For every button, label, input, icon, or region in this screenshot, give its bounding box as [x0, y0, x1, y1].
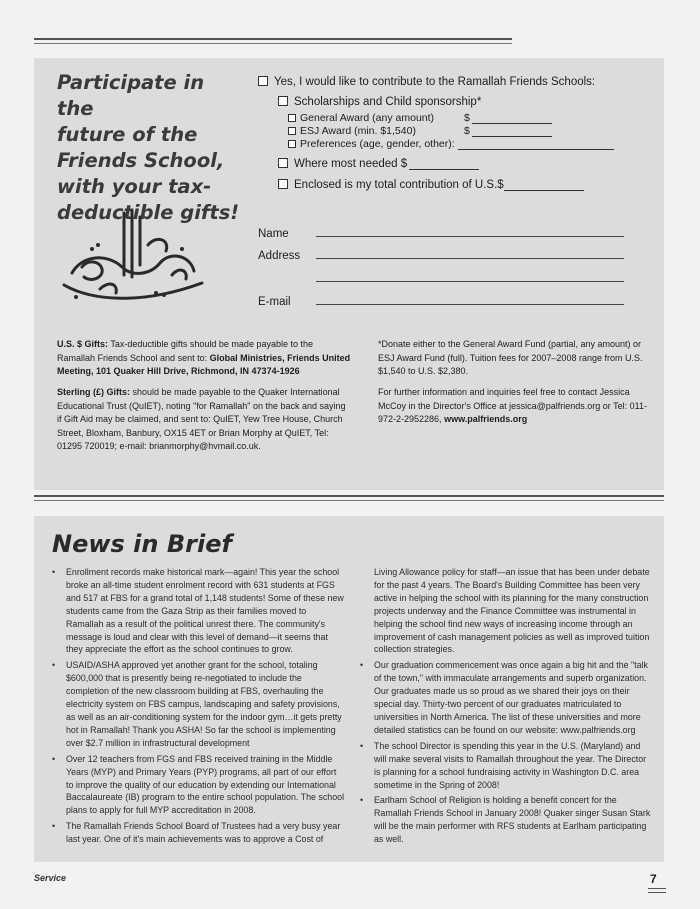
news-item: [52, 820, 346, 846]
yes-option[interactable]: [258, 76, 595, 88]
general-award-amount[interactable]: [464, 112, 552, 124]
sterling-gifts-lead: Sterling (£) Gifts:: [57, 387, 131, 397]
slogan-line: future of the: [57, 123, 198, 146]
slogan-line: Friends School,: [57, 149, 225, 172]
amount-blank[interactable]: [409, 169, 479, 170]
bullet-icon: •: [52, 821, 56, 832]
news-item: [52, 659, 346, 749]
bullet-icon: •: [52, 567, 56, 577]
top-rule: [34, 38, 512, 40]
currency-symbol: $: [464, 112, 470, 124]
bullet-icon: •: [360, 660, 364, 671]
donate-note: *Donate either to the General Award Fund (partial, any amount) or ESJ Award Fund (full). Tuition fees for 2007–2008 range from U.S. $1,540 to U.S. $2,380.: [378, 339, 643, 376]
name-field[interactable]: [316, 236, 624, 237]
us-gifts-text: Tax-deductible gifts should be made payable to the Ramallah Friends School and sent to:: [57, 339, 313, 363]
news-item: [360, 659, 652, 736]
news-item-text: USAID/ASHA approved yet another grant for the school, totaling $600,000 that is presently being re-negotiated to include the completion of the new classroom building at FBS, overhauling the electricity system on FBS campus, landscaping and safety provisions, as well as an air-conditioning system for the indoor gym…it gets pretty hot in Ramallah! Thank you ASHA! So far the school is implementing over $2.7 million in infrastructural development: [66, 660, 342, 748]
news-item: [360, 794, 652, 846]
enclosed-option[interactable]: [278, 179, 584, 191]
checkbox-icon[interactable]: [278, 158, 288, 168]
amount-blank[interactable]: [504, 190, 584, 191]
sterling-gifts-info: [57, 386, 351, 454]
address-field-line-2[interactable]: [316, 281, 624, 282]
news-item-text: Our graduation commencement was once again a big hit and the "talk of the town," with immaculate arrangements and superb organization. Our graduates made us so proud as we shared their joys on their special day. Thirty-two percent of our graduates matriculated to universities in North America. The list of these universities and more detailed statistics can be found on our website: www.palfriends.org: [374, 660, 648, 735]
news-title: News in Brief: [52, 530, 232, 558]
news-item-text: Over 12 teachers from FGS and FBS received training in the Middle Years (MYP) and Primary Years (PYP) programs, all part of our effort to improve the quality of our education by extending our International Baccalaureate (IB) program to the entire school population. The school plans to apply for full MYP accreditation in 2008.: [66, 753, 345, 816]
news-item-text: Living Allowance policy for staff—an issue that has been under debate for the past 4 years. The Board's Building Committee has been very active in helping the school with its planning for the many construction projects underway and the Finance Committee was instrumental in helping the school find new ways of increasing income through an improvement of cash management policies as well as improved tuition collection strategies.: [374, 567, 650, 655]
contact-info: [378, 386, 650, 427]
sterling-gifts-text: should be made payable to the Quaker International Educational Trust (QuIET), noting "for Ramallah" on the back and saying if Gift Aid may be claimed, and sent to: QuIET, Yew Tree House, Church Street, Bloxham, Banbury, OX15 4ET or Brian Morphy at QuIET, Tel: 01295 720019; e-mail: brianmorphy@hvmail.co.uk.: [57, 387, 346, 451]
address-label: Address: [258, 250, 301, 262]
news-left-column: [52, 566, 346, 849]
page-number: 7: [650, 872, 657, 886]
us-gifts-info: [57, 338, 351, 379]
esj-award-option[interactable]: [288, 125, 416, 137]
news-right-column: [360, 566, 652, 849]
section-rule: [34, 495, 664, 497]
slogan-line: with your tax-: [57, 175, 212, 198]
bullet-icon: •: [360, 740, 364, 751]
news-item-text: Enrollment records make historical mark—again! This year the school broke an all-time student enrolment record with 631 students at FGS and 517 at FBS for a grand total of 1,148 students! Some of these new students came from the Gaza Strip as their families moved to Ramallah as a result of the political unrest there. The community's message is loud and clear with this level of demand—it seems that they appreciate the effort as the school continues to grow.: [66, 567, 344, 655]
checkbox-icon[interactable]: [278, 96, 288, 106]
checkbox-icon[interactable]: [288, 127, 296, 135]
esj-award-amount[interactable]: [464, 125, 552, 137]
donation-slogan: [57, 70, 247, 226]
news-item-text: Earlham School of Religion is holding a benefit concert for the Ramallah Friends School in January 2008! Quaker singer Susan Stark will be the main performer with RFS students at Earlham participating as well.: [374, 795, 651, 845]
bullet-icon: •: [52, 660, 56, 671]
checkbox-icon[interactable]: [258, 76, 268, 86]
general-award-label: General Award (any amount): [300, 112, 435, 124]
amount-blank[interactable]: [472, 136, 552, 137]
page-number-rule: [648, 892, 666, 893]
news-item-text: The Ramallah Friends School Board of Trustees had a very busy year last year. One of it's main achievements was to approve a Cost of: [66, 821, 341, 845]
name-label: Name: [258, 228, 289, 240]
top-rule-thin: [34, 43, 512, 44]
checkbox-icon[interactable]: [288, 114, 296, 122]
address-field[interactable]: [316, 258, 624, 259]
us-gifts-address: Global Ministries, Friends United Meeting, 101 Quaker Hill Drive, Richmond, IN 47374-1926: [57, 352, 351, 376]
scholarships-label: Scholarships and Child sponsorship*: [294, 96, 482, 108]
news-item: [360, 740, 652, 792]
preferences-option[interactable]: [288, 138, 614, 150]
email-label: E-mail: [258, 296, 291, 308]
news-item: [52, 566, 346, 656]
preferences-label: Preferences (age, gender, other):: [300, 138, 455, 150]
currency-symbol: $: [400, 158, 408, 170]
news-continuation: [360, 566, 652, 656]
slogan-line: Participate in the: [57, 71, 205, 120]
general-award-option[interactable]: [288, 112, 434, 124]
arabic-calligraphy-logo: [52, 205, 212, 310]
scholarships-option[interactable]: [278, 96, 481, 108]
where-needed-option[interactable]: [278, 158, 479, 170]
section-rule-thin: [34, 500, 664, 501]
website-link[interactable]: www.palfriends.org: [444, 414, 528, 424]
page-number-rule: [648, 888, 666, 889]
slogan-line: deductible gifts!: [57, 201, 240, 224]
email-field[interactable]: [316, 304, 624, 305]
esj-award-label: ESJ Award (min. $1,540): [300, 125, 416, 137]
amount-blank[interactable]: [472, 123, 552, 124]
where-needed-label: Where most needed: [294, 158, 398, 170]
contact-text: For further information and inquiries feel free to contact Jessica McCoy in the Director's Office at jessica@palfriends.org or Tel: 011-972-2-2952286,: [378, 387, 647, 424]
us-gifts-lead: U.S. $ Gifts:: [57, 339, 109, 349]
currency-symbol: $: [464, 125, 470, 137]
news-item-text: The school Director is spending this year in the U.S. (Maryland) and will make several visits to Ramallah throughout the year. The Director is planning for a school fundraising activity in Washington D.C. area sometime in the Spring of 2008!: [374, 740, 647, 790]
checkbox-icon[interactable]: [288, 140, 296, 148]
checkbox-icon[interactable]: [278, 179, 288, 189]
bullet-icon: •: [52, 753, 56, 764]
yes-option-label: Yes, I would like to contribute to the Ramallah Friends Schools:: [274, 76, 596, 88]
preferences-blank[interactable]: [458, 149, 614, 150]
news-item: [52, 753, 346, 818]
publication-name: Service: [34, 873, 67, 883]
enclosed-label: Enclosed is my total contribution of U.S.$: [294, 179, 504, 191]
bullet-icon: •: [360, 795, 364, 806]
